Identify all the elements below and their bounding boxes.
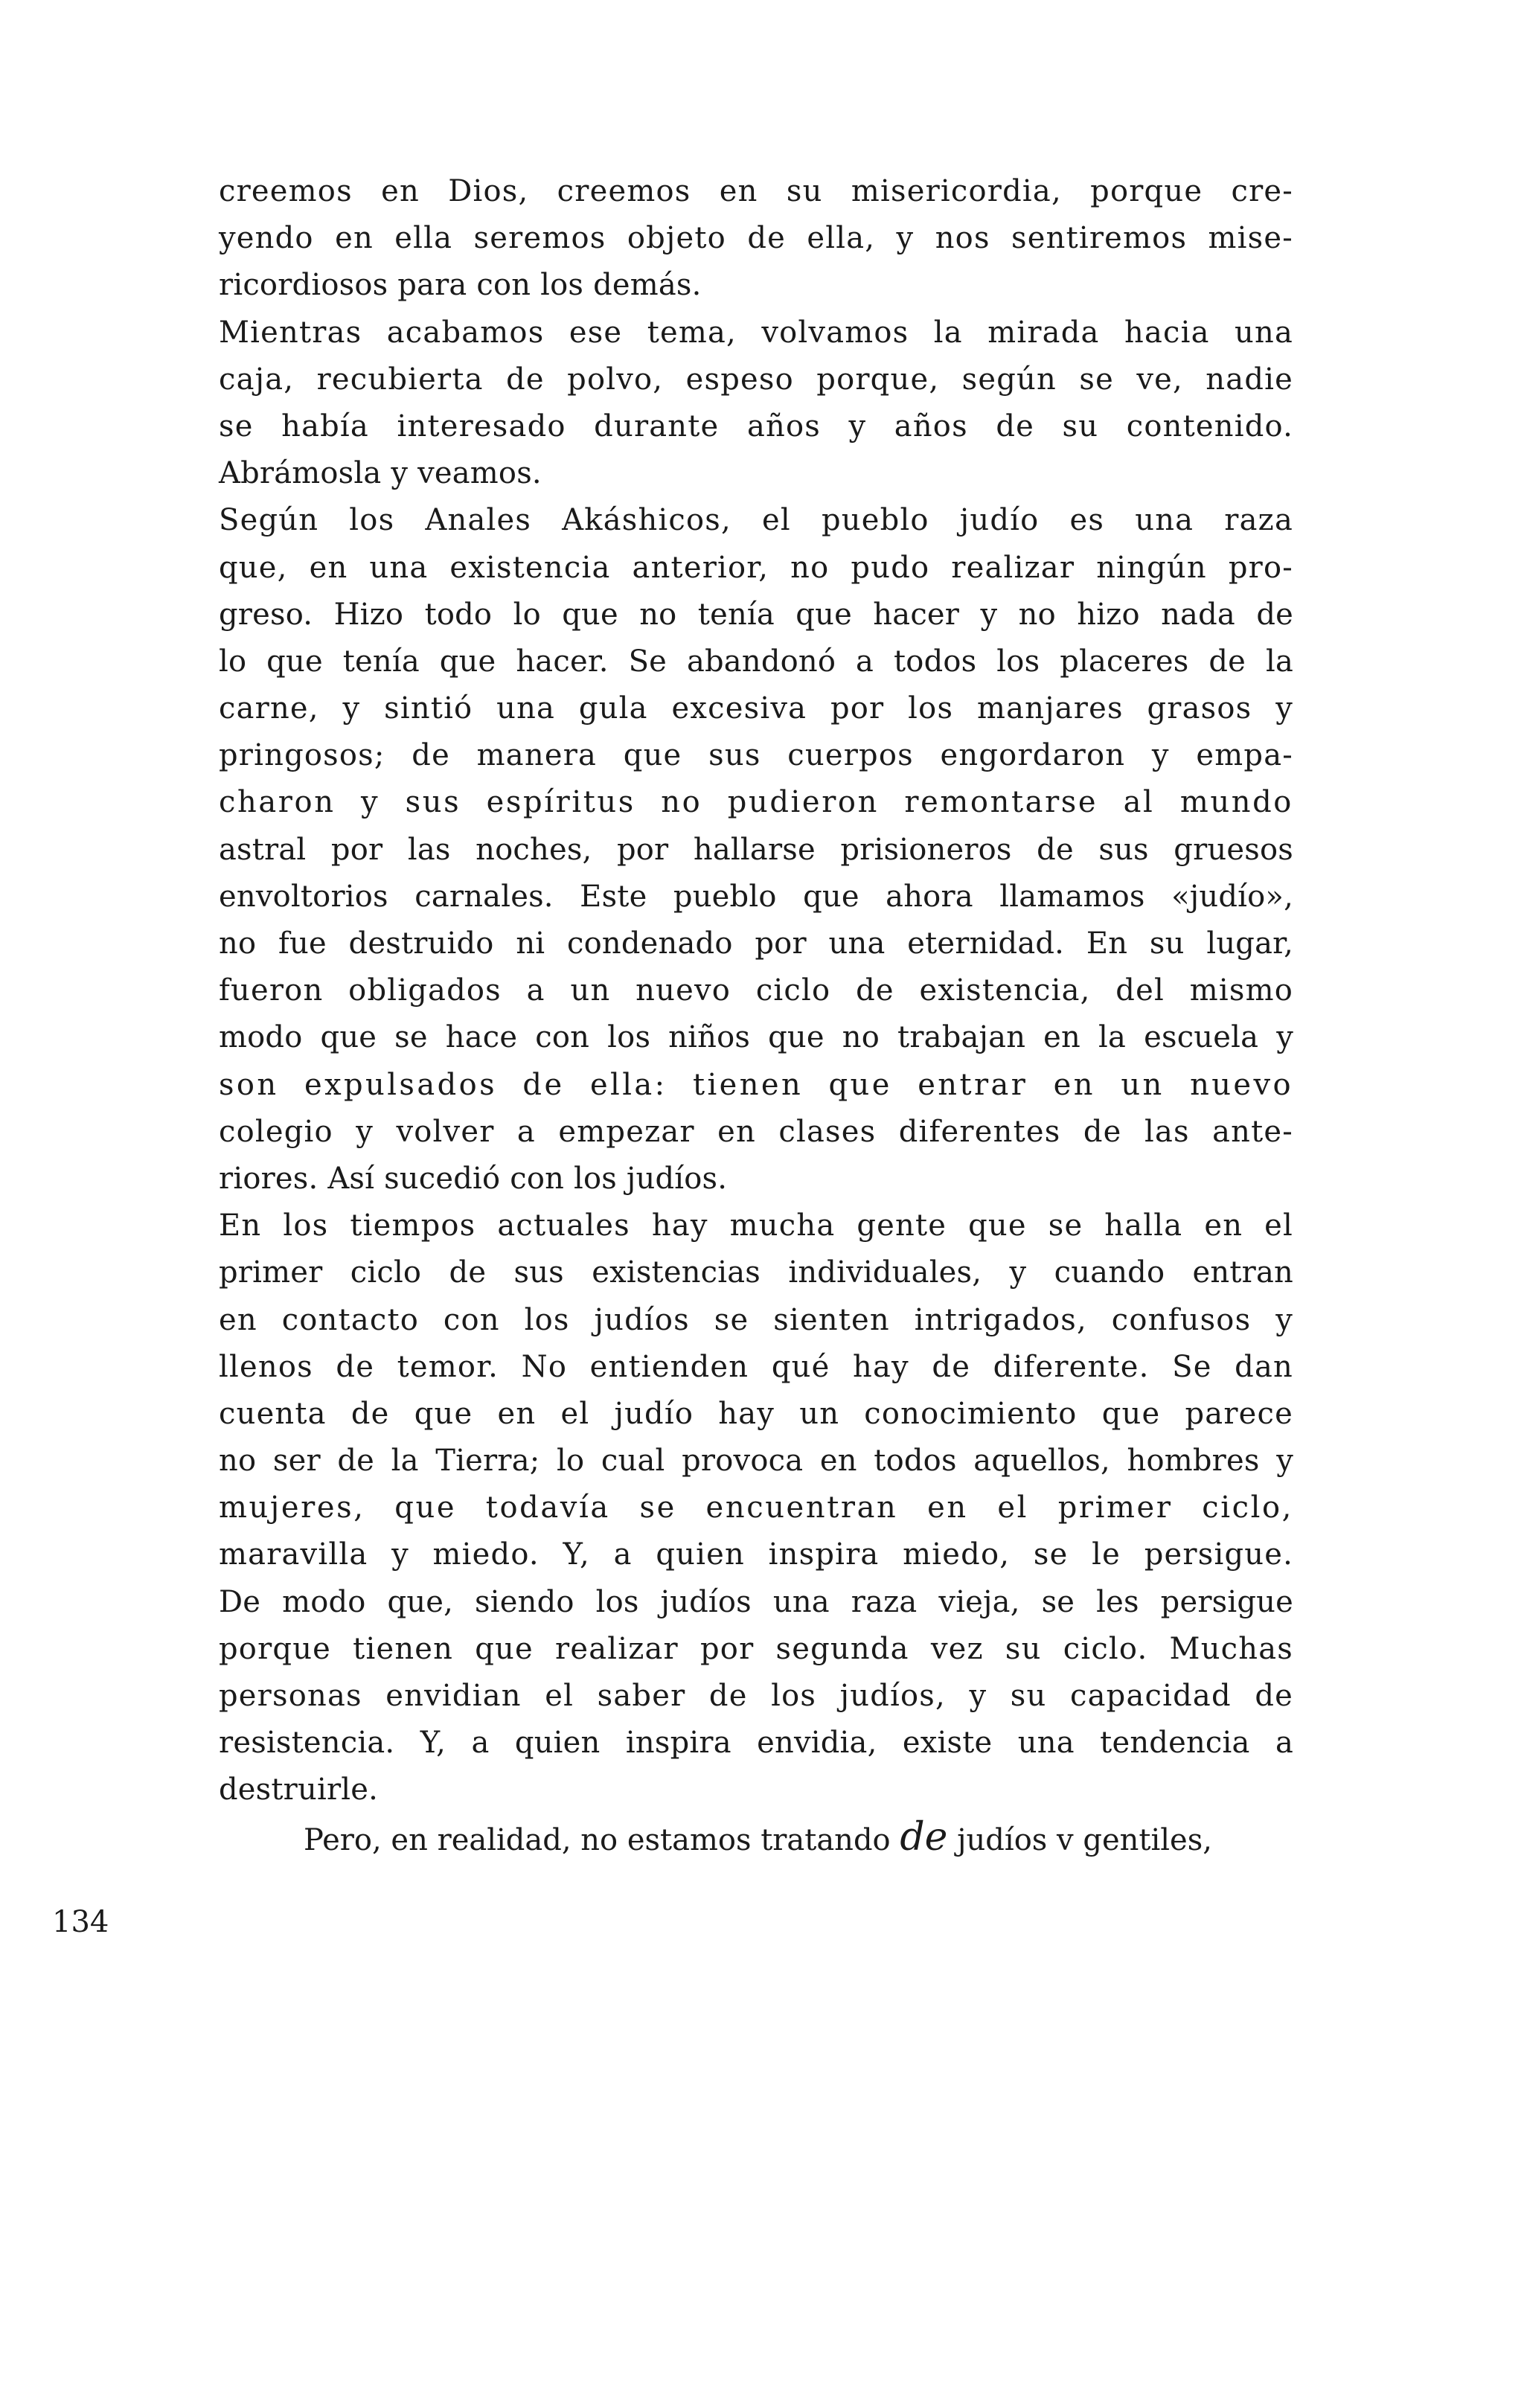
text-line: mujeres, que todavía se encuentran en el primer ciclo, [219, 1490, 1293, 1525]
text-line: yendo en ella seremos objeto de ella, y nos sentiremos mise- [219, 221, 1293, 256]
text-line: en contacto con los judíos se sienten intrigados, confusos y [219, 1302, 1293, 1337]
text-line: En los tiempos actuales hay mucha gente que se halla en el [219, 1208, 1293, 1243]
text-line: riores. Así sucedió con los judíos. [219, 1161, 728, 1196]
emphasized-word: de [900, 1814, 948, 1860]
final-text-line [219, 1814, 1293, 1861]
text-line: cuenta de que en el judío hay un conocimiento que parece [219, 1396, 1293, 1431]
text-line: primer ciclo de sus existencias individuales, y cuando entran [219, 1255, 1293, 1290]
text-line: carne, y sintió una gula excesiva por los manjares grasos y [219, 691, 1293, 726]
text-line: son expulsados de ella: tienen que entrar en un nuevo [219, 1067, 1293, 1102]
body-text [219, 168, 1293, 1861]
text-line: envoltorios carnales. Este pueblo que ahora llamamos «judío», [219, 879, 1293, 914]
text-line: que, en una existencia anterior, no pudo realizar ningún pro- [219, 550, 1293, 585]
text-line: modo que se hace con los niños que no trabajan en la escuela y [219, 1020, 1293, 1055]
text-line: maravilla y miedo. Y, a quien inspira miedo, se le persigue. [219, 1537, 1293, 1572]
page-number: 134 [52, 1905, 109, 1939]
text-line: lo que tenía que hacer. Se abandonó a todos los placeres de la [219, 644, 1293, 679]
text-line: porque tienen que realizar por segunda vez su ciclo. Muchas [219, 1631, 1293, 1666]
text-line: resistencia. Y, a quien inspira envidia, existe una tendencia a [219, 1726, 1293, 1761]
text-line: llenos de temor. No entienden qué hay de diferente. Se dan [219, 1349, 1293, 1384]
text-line: pringosos; de manera que sus cuerpos engordaron y empa- [219, 738, 1293, 773]
text-line: ricordiosos para con los demás. [219, 268, 702, 303]
text-line: fueron obligados a un nuevo ciclo de existencia, del mismo [219, 973, 1293, 1008]
text-line: caja, recubierta de polvo, espeso porque, según se ve, nadie [219, 362, 1293, 397]
text-line: Según los Anales Akáshicos, el pueblo judío es una raza [219, 503, 1293, 538]
text-line: se había interesado durante años y años de su contenido. [219, 409, 1293, 444]
text-line: De modo que, siendo los judíos una raza vieja, se les persigue [219, 1584, 1293, 1619]
text-line: Abrámosla y veamos. [219, 456, 542, 491]
text-line: colegio y volver a empezar en clases diferentes de las ante- [219, 1114, 1293, 1149]
text-line: no fue destruido ni condenado por una eternidad. En su lugar, [219, 926, 1293, 961]
text-line: no ser de la Tierra; lo cual provoca en todos aquellos, hombres y [219, 1444, 1293, 1479]
final-line-end: judíos v gentiles, [947, 1822, 1212, 1857]
final-line-start: Pero, en realidad, no estamos tratando [304, 1822, 900, 1857]
text-line: personas envidian el saber de los judíos, y su capacidad de [219, 1679, 1293, 1713]
text-line: destruirle. [219, 1773, 379, 1807]
text-line: Mientras acabamos ese tema, volvamos la mirada hacia una [219, 315, 1293, 350]
text-line: greso. Hizo todo lo que no tenía que hacer y no hizo nada de [219, 597, 1293, 632]
text-line: creemos en Dios, creemos en su misericordia, porque cre- [219, 174, 1293, 208]
text-line: astral por las noches, por hallarse prisioneros de sus gruesos [219, 832, 1293, 867]
text-line: charon y sus espíritus no pudieron remontarse al mundo [219, 785, 1293, 820]
